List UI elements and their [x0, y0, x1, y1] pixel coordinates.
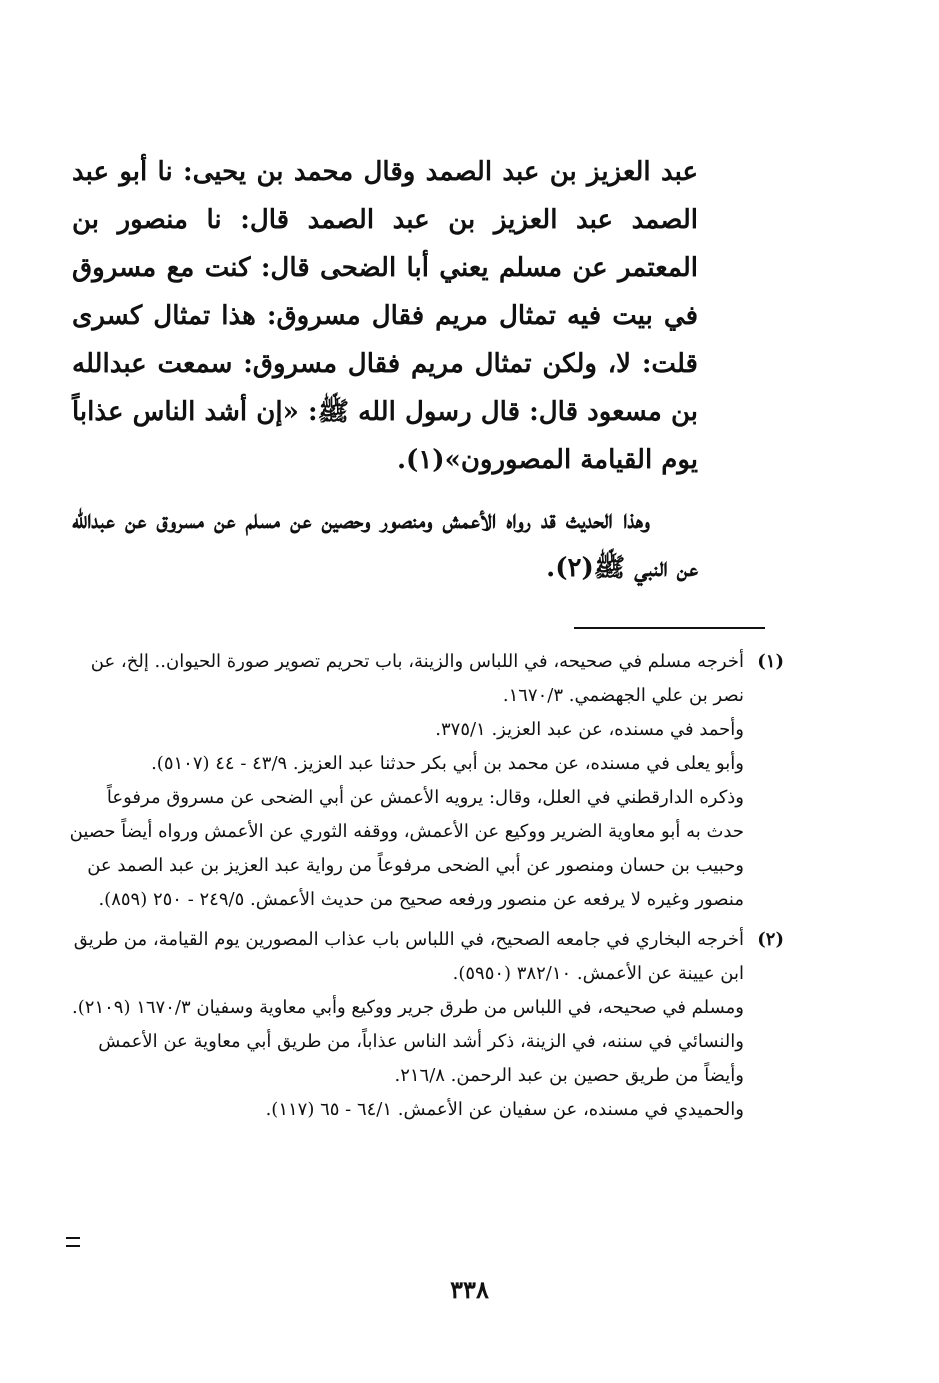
footnote-line: وأبو يعلى في مسنده، عن محمد بن أبي بكر حدثنا عبد العزيز. ٤٣/٩ - ٤٤ (٥١٠٧). — [151, 753, 744, 774]
commentary-paragraph: وهذا الحديث قد رواه الأعمش ومنصور وحصين عن مسلم عن مسروق عن عبدالله عن النبي ﷺ(٢). — [72, 505, 698, 583]
footnote-line: وأحمد في مسنده، عن عبد العزيز. ٣٧٥/١. — [435, 719, 744, 740]
footnote-number: (٢) — [757, 929, 784, 950]
margin-mark — [66, 1237, 80, 1247]
footnote-1 — [64, 645, 784, 917]
footnote-line: ومسلم في صحيحه، في اللباس من طرق جرير ووكيع وأبي معاوية وسفيان ١٦٧٠/٣ (٢١٠٩). — [72, 997, 744, 1018]
page-number: ٣٣٨ — [450, 1275, 489, 1304]
footnote-line: أخرجه مسلم في صحيحه، في اللباس والزينة، باب تحريم تصوير صورة الحيوان.. إلخ، عن نصر بن علي الجهضمي. ١٦٧٠/٣. — [90, 651, 744, 706]
footnote-line: والحميدي في مسنده، عن سفيان عن الأعمش. ٦٤/١ - ٦٥ (١١٧). — [265, 1099, 744, 1120]
footnotes — [64, 645, 784, 1133]
footnote-2 — [64, 923, 784, 1127]
footnote-line: والنسائي في سننه، في الزينة، ذكر أشد الناس عذاباً، من طريق أبي معاوية عن الأعمش وأيضاً من طريق حصين بن عبد الرحمن. ٢١٦/٨. — [98, 1031, 744, 1086]
footnote-line: أخرجه البخاري في جامعه الصحيح، في اللباس باب عذاب المصورين يوم القيامة، من طريق ابن عيينة عن الأعمش. ٣٨٢/١٠ (٥٩٥٠). — [73, 929, 744, 984]
footnote-separator — [574, 627, 765, 629]
main-text — [72, 148, 698, 592]
footnote-number: (١) — [757, 651, 784, 672]
footnote-line: وذكره الدارقطني في العلل، وقال: يرويه الأعمش عن أبي الضحى عن مسروق مرفوعاً حدث به أبو معاوية الضرير ووكيع عن الأعمش، ووقفه الثوري عن الأعمش ورواه أيضاً حصين وحبيب بن حسان ومنصور عن أبي الضحى مرفوعاً من رواية عبد العزيز بن عبد الصمد عن منصور وغيره لا يرفعه عن منصور ورفعه صحيح من حديث الأعمش. ٢٤٩/٥ - ٢٥٠ (٨٥٩). — [69, 787, 744, 910]
hadith-paragraph: عبد العزيز بن عبد الصمد وقال محمد بن يحيى: نا أبو عبد الصمد عبد العزيز بن عبد الصمد قال: نا منصور بن المعتمر عن مسلم يعني أبا الضحى قال: كنت مع مسروق في بيت فيه تمثال مريم فقال مسروق: هذا تمثال كسرى قلت: لا، ولكن تمثال مريم فقال مسروق: سمعت عبدالله بن مسعود قال: قال رسول الله ﷺ: «إن أشد الناس عذاباً يوم القيامة المصورون»(١). — [72, 157, 698, 475]
